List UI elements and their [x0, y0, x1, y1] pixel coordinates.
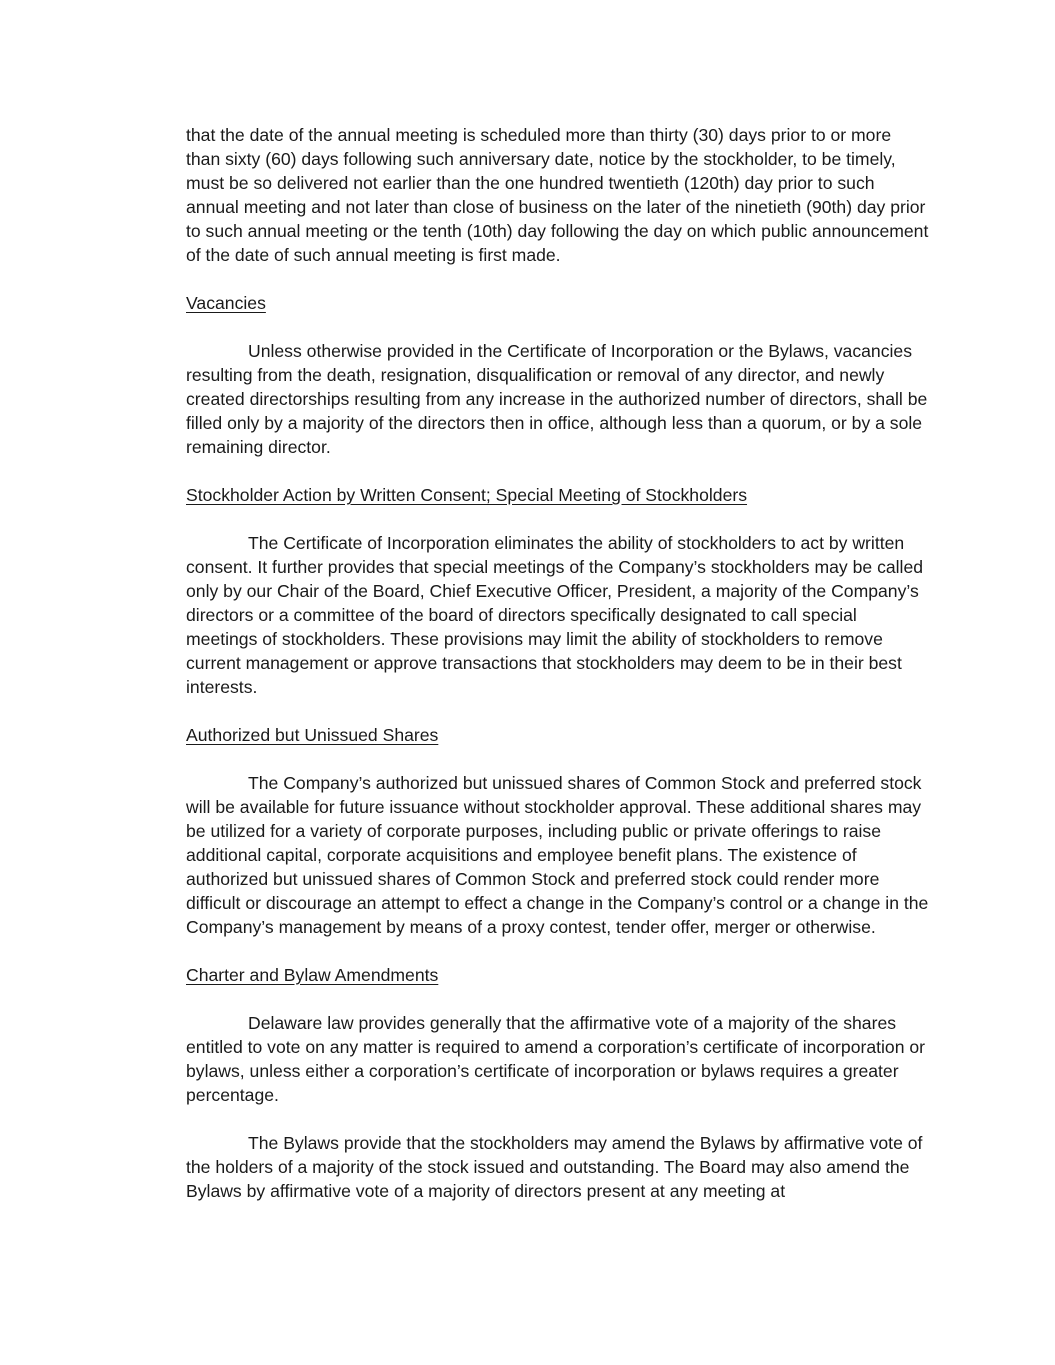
paragraph-bylaws-amend: The Bylaws provide that the stockholders may amend the Bylaws by affirmative vote of the holders of a majority of the stock issued and outstanding. The Board may also amend the Bylaws by affirmative vote of a majority of directors present at any meeting at [186, 1133, 923, 1201]
document-body [186, 123, 930, 1203]
paragraph-written-consent: The Certificate of Incorporation eliminates the ability of stockholders to act by written consent. It further provides that special meetings of the Company’s stockholders may be called only by our Chair of the Board, Chief Executive Officer, President, a majority of the Company’s directors or a committee of the board of directors specifically designated to call special meetings of stockholders. These provisions may limit the ability of stockholders to remove current management or approve transactions that stockholders may deem to be in their best interests. [186, 533, 924, 697]
paragraph-vacancies: Unless otherwise provided in the Certificate of Incorporation or the Bylaws, vacancies resulting from the death, resignation, disqualification or removal of any director, and newly created directorships resulting from any increase in the authorized number of directors, shall be filled only by a majority of the directors then in office, although less than a quorum, or by a sole remaining director. [186, 341, 928, 457]
intro-paragraph: that the date of the annual meeting is scheduled more than thirty (30) days prior to or more than sixty (60) days following such anniversary date, notice by the stockholder, to be timely, must be so delivered not earlier than the one hundred twentieth (120th) day prior to such annual meeting and not later than close of business on the later of the ninetieth (90th) day prior to such annual meeting or the tenth (10th) day following the day on which public announcement of the date of such annual meeting is first made. [186, 125, 929, 265]
heading-charter-bylaw: Charter and Bylaw Amendments [186, 965, 439, 985]
paragraph-delaware-law: Delaware law provides generally that the affirmative vote of a majority of the shares entitled to vote on any matter is required to amend a corporation’s certificate of incorporation or bylaws, unless either a corporation’s certificate of incorporation or bylaws requires a greater percentage. [186, 1013, 926, 1105]
heading-vacancies: Vacancies [186, 293, 266, 313]
paragraph-unissued-shares: The Company’s authorized but unissued shares of Common Stock and preferred stock will be available for future issuance without stockholder approval. These additional shares may be utilized for a variety of corporate purposes, including public or private offerings to raise additional capital, corporate acquisitions and employee benefit plans. The existence of authorized but unissued shares of Common Stock and preferred stock could render more difficult or discourage an attempt to effect a change in the Company’s control or a change in the Company’s management by means of a proxy contest, tender offer, merger or otherwise. [186, 773, 929, 937]
heading-written-consent: Stockholder Action by Written Consent; Special Meeting of Stockholders [186, 485, 748, 505]
heading-unissued-shares: Authorized but Unissued Shares [186, 725, 439, 745]
